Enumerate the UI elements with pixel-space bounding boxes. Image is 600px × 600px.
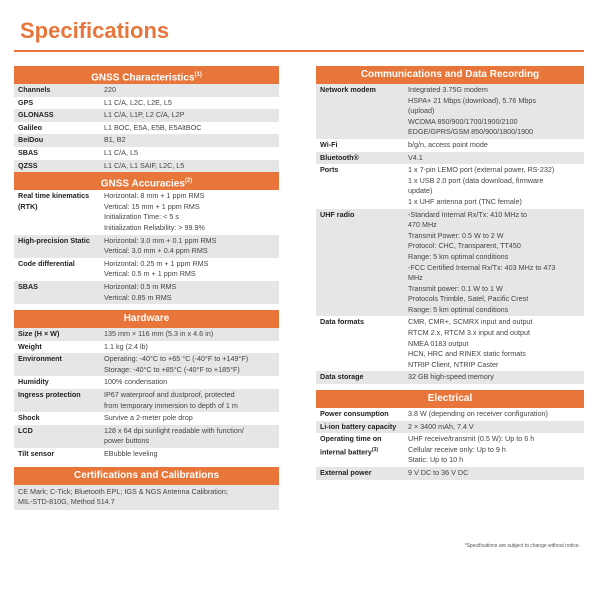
spec-row [14,389,279,412]
spec-row [316,84,584,139]
spec-value: Survive a 2-meter pole drop [104,413,193,423]
spec-value: Horizontal: 8 mm + 1 ppm RMS Vertical: 15 mm + 1 ppm RMS Initialization Time: < 5 s Initialization Reliability: > 99.9% [104,191,205,232]
spec-row [316,467,584,480]
right-column [316,66,584,480]
spec-label: External power [320,468,372,477]
spec-value: EBubble leveling [104,449,158,459]
gnss-characteristics-table [14,84,279,172]
spec-label: LCD [18,425,33,435]
spec-label: Humidity [18,377,49,387]
spec-value: L1 C/A, L1 SAIF, L2C, L5 [104,160,185,170]
spec-row [316,164,584,208]
spec-row [14,97,279,110]
gnss-accuracies-heading: GNSS Accuracies$^{(2)}$ [14,172,279,190]
spec-label: Size (H × W) [18,329,60,339]
spec-row [14,122,279,135]
spec-label: Network modem [320,85,376,94]
spec-label: Environment [18,354,62,364]
spec-value: 3.8 W (depending on receiver configuration) [408,409,548,419]
spec-row [316,139,584,152]
spec-row [14,448,279,461]
certifications-heading: Certifications and Calibrations [14,467,279,485]
spec-row [14,341,279,354]
spec-row [14,235,279,258]
spec-value: IP67 waterproof and dustproof, protected from temporary immersion to depth of 1 m [104,390,238,410]
gnss-characteristics-heading: GNSS Characteristics$^{(1)}$ [14,66,279,84]
spec-label: Channels [18,85,51,94]
spec-label: Shock [18,413,40,423]
spec-value: 1.1 kg (2.4 lb) [104,341,148,351]
spec-row [14,412,279,425]
spec-value: 100% condensation [104,377,168,387]
spec-label: SBAS [18,281,38,291]
spec-value: Horizontal: 0.25 m + 1 ppm RMS Vertical: 0.5 m + 1 ppm RMS [104,258,209,279]
spec-value: L1 C/A, L5 [104,147,138,157]
spec-label: Li-ion battery capacity [320,421,397,431]
spec-row [14,190,279,234]
title-rule [14,50,584,52]
spec-label: GLONASS [18,110,54,120]
spec-row [316,371,584,384]
certifications-text: CE Mark; C-Tick; Bluetooth EPL; IGS & NGS Antenna Calibration; MIL-STD-810G, Method 514.7 [14,485,279,510]
spec-row [14,160,279,173]
hardware-table [14,328,279,461]
spec-row [316,209,584,317]
spec-row [14,147,279,160]
spec-value: V4.1 [408,152,423,162]
page-title: Specifications [20,18,170,43]
spec-value: -Standard Internal Rx/Tx: 410 MHz to 470 MHz Transmit Power: 0.5 W to 2 W Protocol: CHC, Transparent, TT450 Range: 5 km optimal conditions -FCC Certified Internal Rx/Tx: 403 MHz to 473 MHz Transmit power: 0.1 W to 1 W Protocols Trimble, Satel, Pacific Crest Range: 5 km optimal conditions [408,209,556,314]
spec-row [14,109,279,122]
spec-label: QZSS [18,160,38,170]
spec-label: Data formats [320,317,364,327]
spec-row [316,152,584,165]
spec-value: Integrated 3.75G modem HSPA+ 21 Mbps (download), 5.76 Mbps (upload) WCDMA 850/900/1700/1900/2100 EDGE/GPRS/GSM 850/900/1800/1900 [408,85,536,137]
spec-label: SBAS [18,147,38,157]
spec-label: Bluetooth® [320,152,359,162]
spec-label: Ingress protection [18,390,81,400]
spec-row [14,353,279,376]
spec-value: Horizontal: 3.0 mm + 0.1 ppm RMS Vertical: 3.0 mm + 0.4 ppm RMS [104,235,217,256]
spec-label: Data storage [320,372,364,382]
spec-label: GPS [18,97,34,107]
spec-value: b/g/n, access point mode [408,139,488,149]
gnss-accuracies-table [14,190,279,304]
spec-value: 2 × 3400 mAh, 7.4 V [408,421,474,431]
spec-label: Operating time on internal battery$^{(3)}$ [320,434,382,457]
spec-row [14,328,279,341]
spec-label: Power consumption [320,409,389,419]
spec-value: Horizontal: 0.5 m RMS Vertical: 0.85 m RMS [104,281,177,302]
electrical-heading: Electrical [316,390,584,408]
spec-row [316,421,584,434]
spec-value: 128 x 64 dpi sunlight readable with function/ power buttons [104,425,244,446]
spec-row [316,316,584,371]
spec-label: High-precision Static [18,235,90,245]
electrical-table [316,408,584,480]
spec-row [14,258,279,281]
spec-row [14,134,279,147]
spec-value: 9 V DC to 36 V DC [408,468,469,477]
footnote: *Specifications are subject to change without notice. [464,543,580,549]
spec-value: 220 [104,85,116,94]
spec-label: Real time kinematics (RTK) [18,191,90,211]
spec-value: UHF receive/transmit (0.5 W): Up to 6 h Cellular receive only: Up to 9 h Static: Up to 10 h [408,434,535,465]
spec-label: Wi-Fi [320,139,338,149]
spec-value: Operating: -40°C to +65 °C (-40°F to +149°F) Storage: -40°C to +85°C (-40°F to +185°F) [104,354,249,374]
left-column [14,66,279,510]
spec-row [14,425,279,448]
spec-value: L1 C/A, L2C, L2E, L5 [104,97,172,107]
spec-label: Galileo [18,122,42,132]
spec-row [14,376,279,389]
spec-row [316,433,584,467]
spec-value: L1 BOC, E5A, E5B, E5AltBOC [104,122,202,132]
spec-label: UHF radio [320,209,355,219]
spec-label: Ports [320,165,339,175]
spec-row [316,408,584,421]
spec-row [14,281,279,304]
spec-row [14,84,279,97]
hardware-heading: Hardware [14,310,279,328]
spec-value: 1 x 7-pin LEMO port (external power, RS-232) 1 x USB 2.0 port (data download, firmware update) 1 x UHF antenna port (TNC female) [408,165,555,206]
communications-heading: Communications and Data Recording [316,66,584,84]
spec-value: B1, B2 [104,135,126,145]
spec-label: Weight [18,341,42,351]
spec-label: Code differential [18,258,75,268]
spec-label: BeiDou [18,135,44,145]
spec-value: 135 mm × 116 mm (5.3 in x 4.6 in) [104,329,214,339]
communications-table [316,84,584,384]
spec-value: 32 GB high-speed memory [408,372,494,382]
spec-value: CMR, CMR+, SCMRX input and output RTCM 2.x, RTCM 3.x input and output NMEA 0183 output HCN, HRC and RINEX static formats NTRIP Client, NTRIP Caster [408,317,533,369]
spec-label: Tilt sensor [18,449,55,459]
spec-value: L1 C/A, L1P, L2 C/A, L2P [104,110,185,120]
